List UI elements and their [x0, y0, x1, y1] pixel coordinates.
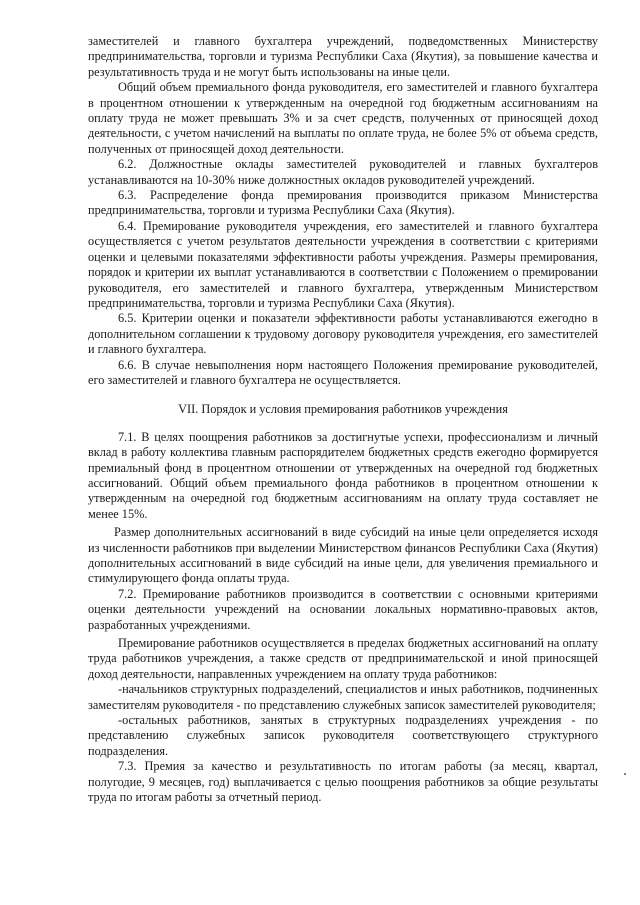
- section-heading: VII. Порядок и условия премирования работников учреждения: [178, 402, 508, 417]
- paragraph-7-1: 7.1. В целях поощрения работников за достигнутые успехи, профессионализм и личный вклад в работу коллектива главным распорядителем бюджетных средств ежегодно формируется премиальный фонд в процентном отношении от утвержденных на очередной год бюджетных ассигнований. Общий объем премиального фонда работников в процентном отношении к утвержденным на очередной год бюджетным ассигнованиям на оплату труда составляет не менее 15%.: [88, 429, 598, 521]
- spacer: [88, 418, 598, 430]
- paragraph-premium-limits: Премирование работников осуществляется в пределах бюджетных ассигнований на оплату труда работников учреждения, а также средств от предпринимательской и иной приносящей доход деятельности, направленных учреждением на оплату труда работников:: [88, 636, 598, 681]
- paragraph-7-3: 7.3. Премия за качество и результативность по итогам работы (за месяц, квартал, полугодие, 9 месяцев, год) выплачивается с целью поощрения работников за общие результаты труда по итогам работы за отчетный период.: [88, 759, 598, 805]
- paragraph-6-3: 6.3. Распределение фонда премирования производится приказом Министерства предпринимательства, торговли и туризма Республики Саха (Якутия).: [88, 188, 598, 218]
- paragraph-additional-allocations: Размер дополнительных ассигнований в виде субсидий на иные цели определяется исходя из численности работников при выделении Министерством финансов Республики Саха (Якутия) дополнительных ассигнований в виде субсидий на иные цели, для увеличения премиального и стимулирующего фонда оплаты труда.: [88, 525, 598, 586]
- scan-speck: [624, 773, 626, 775]
- paragraph-premium-fund-volume: Общий объем премиального фонда руководителя, его заместителей и главного бухгалтера в процентном отношении к утвержденным на очередной год бюджетным ассигнованиям на оплату труда не может превышать 3% и за счет средств, полученных от приносящей доход деятельности, с учетом начислений на выплаты по оплате труда, не более 5% от объема средств, полученных от приносящей доход деятельности.: [88, 80, 598, 156]
- spacer: [88, 388, 598, 402]
- document-page: [88, 34, 598, 806]
- paragraph-continuation: заместителей и главного бухгалтера учреждений, подведомственных Министерству предпринимательства, торговли и туризма Республики Саха (Якутия), за повышение качества и результативность труда и не могут быть использованы на иные цели.: [88, 34, 598, 79]
- paragraph-6-4: 6.4. Премирование руководителя учреждения, его заместителей и главного бухгалтера осуществляется с учетом результатов деятельности учреждения в соответствии с критериями оценки и целевыми показателями эффективности работы учреждения. Размеры премирования, порядок и критерии их выплат устанавливаются в соответствии с Положением о премировании руководителя, его заместителей и главного бухгалтера, утвержденным Министерством предпринимательства, торговли и туризма Республики Саха (Якутия).: [88, 218, 598, 310]
- paragraph-6-6: 6.6. В случае невыполнения норм настоящего Положения премирование руководителей, его заместителей и главного бухгалтера не осуществляется.: [88, 357, 598, 387]
- paragraph-6-5: 6.5. Критерии оценки и показатели эффективности работы устанавливаются ежегодно в дополнительном соглашении к трудовому договору руководителя учреждения, его заместителей и главного бухгалтера.: [88, 311, 598, 357]
- paragraph-7-2: 7.2. Премирование работников производится в соответствии с основными критериями оценки деятельности учреждений на основании локальных нормативно-правовых актов, разработанных учреждениями.: [88, 586, 598, 632]
- paragraph-list-item-heads: -начальников структурных подразделений, специалистов и иных работников, подчиненных заместителям руководителя - по представлению служебных записок заместителей руководителя;: [88, 682, 598, 712]
- paragraph-6-2: 6.2. Должностные оклады заместителей руководителей и главных бухгалтеров устанавливаются на 10-30% ниже должностных окладов руководителей учреждений.: [88, 157, 598, 187]
- paragraph-list-item-others: -остальных работников, занятых в структурных подразделениях учреждения - по представлению служебных записок руководителя соответствующего структурного подразделения.: [88, 713, 598, 758]
